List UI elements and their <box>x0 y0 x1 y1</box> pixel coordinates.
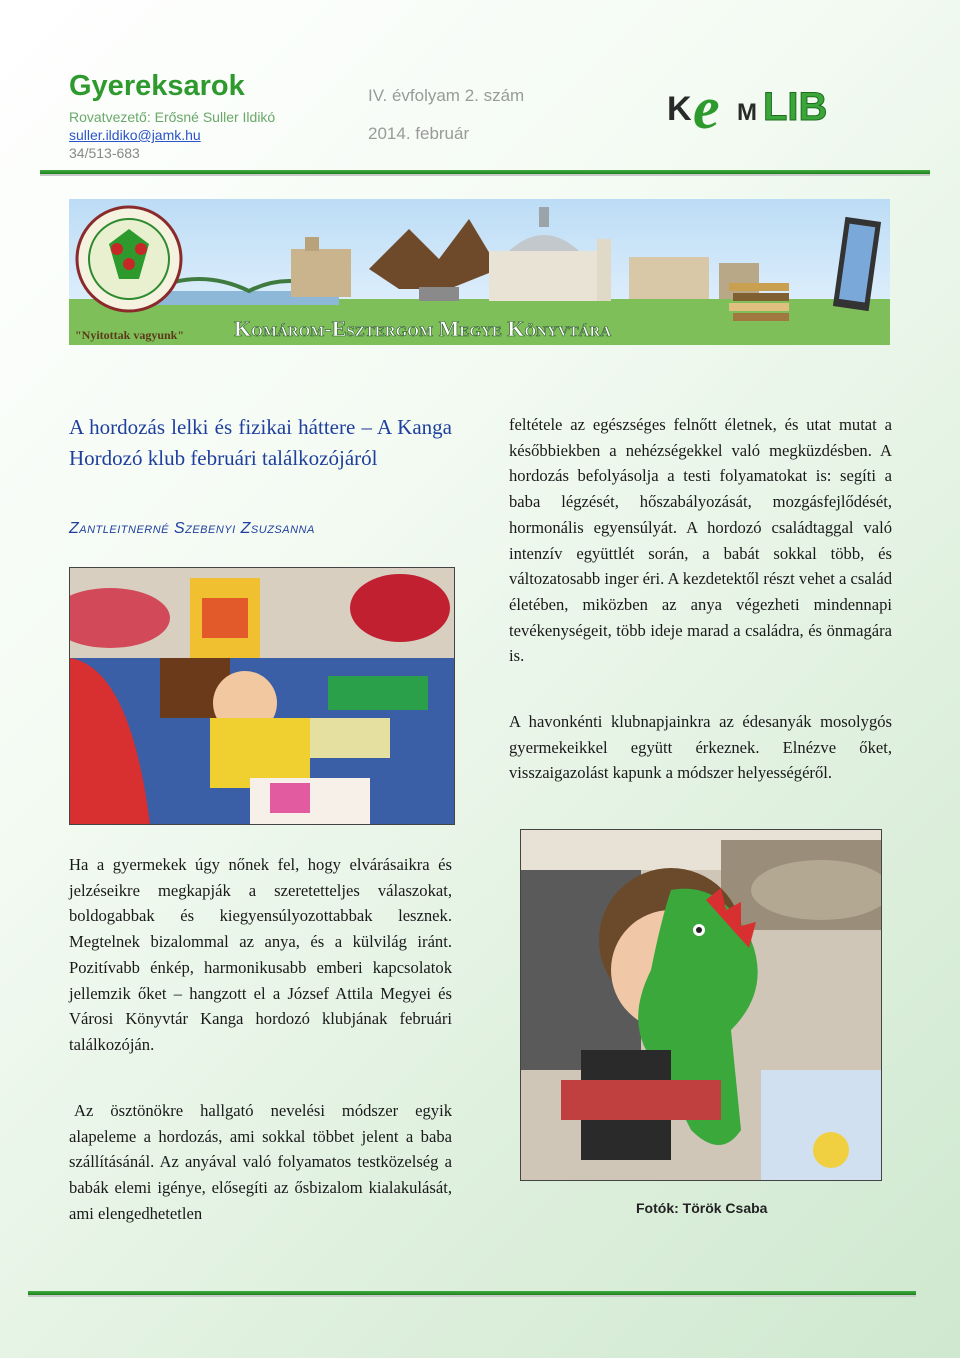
logo-k: K <box>667 90 692 128</box>
footer-divider <box>28 1291 916 1295</box>
article-paragraph-4: A havonkénti klubnapjainkra az édesanyák mosolygós gyermekeikkel együtt érkeznek. Elnézve őket, visszaigazolást kapunk a módszer helyességéről. <box>509 712 892 783</box>
photo-baby-with-books <box>69 567 455 825</box>
article-headline: A hordozás lelki és fizikai háttere – A Kanga Hordozó klub februári találkozójáról <box>69 415 452 470</box>
article-paragraph-1: Ha a gyermekek úgy nőnek fel, hogy elvárásaikra és jelzéseikre megkapják a szeretetteljes válaszokat, boldogabbak és kiegyensúlyozottabbak lesznek. Megtelnek bizalommal az anya, és a külvilág iránt. Pozitívabb énkép, harmonikusabb emberi kapcsolatok jellemzik őket – hangzott el a József Attila Megyei és Városi Könyvtár Kanga hordozó klubjának februári találkozóján. <box>69 855 452 1054</box>
kemlib-logo <box>665 78 885 136</box>
section-title: Gyereksarok <box>69 70 245 102</box>
article-paragraph-2: Az ösztönökre hallgató nevelési módszer egyik alapeleme a hordozás, ami sokkal többet jelent a baba szállításánál. Az anyával való folyamatos testközelség a babák elemi igénye, elősegíti az ősbizalom kialakulását, ami elengedhetetlen <box>69 1101 452 1223</box>
header-divider <box>40 170 930 174</box>
editor-email-link[interactable]: suller.ildiko@jamk.hu <box>69 127 201 143</box>
library-banner <box>69 199 890 345</box>
photo-credit: Fotók: Török Csaba <box>636 1200 768 1216</box>
issue-number: IV. évfolyam 2. szám <box>368 86 525 105</box>
banner-seal-text: "Nyitottak vagyunk" <box>75 328 185 342</box>
logo-m: M <box>737 99 757 126</box>
photo-boy-with-toy-dinosaur <box>520 829 882 1181</box>
editor-line: Rovatvezető: Erősné Suller Ildikó <box>69 109 276 125</box>
phone-number: 34/513-683 <box>69 145 140 161</box>
banner-caption: Komárom-Esztergom Megye Könyvtára <box>234 316 612 341</box>
logo-e: e <box>693 78 720 136</box>
issue-date: 2014. február <box>368 124 470 143</box>
article-paragraph-3: feltétele az egészséges felnőtt életnek, és utat mutat a későbbiekben a nehézségekkel való megküzdésben. A hordozás befolyásolja a testi folyamatokat is: segíti a baba légzését, hőszabályozását, mozgásfejlődését, hormonális egyensúlyát. A hordozó családtaggal való intenzív együttlét során, a babát sokkal több, és változatosabb inger éri. A kezdetektől részt vehet a család életében, miközben az anya végezheti mindennapi tevékenységeit, több ideje marad a családra, és önmagára is. <box>509 415 892 666</box>
logo-lib: LIB <box>763 85 828 129</box>
article-author: Zantleitnerné Szebenyi Zsuzsanna <box>69 520 315 537</box>
